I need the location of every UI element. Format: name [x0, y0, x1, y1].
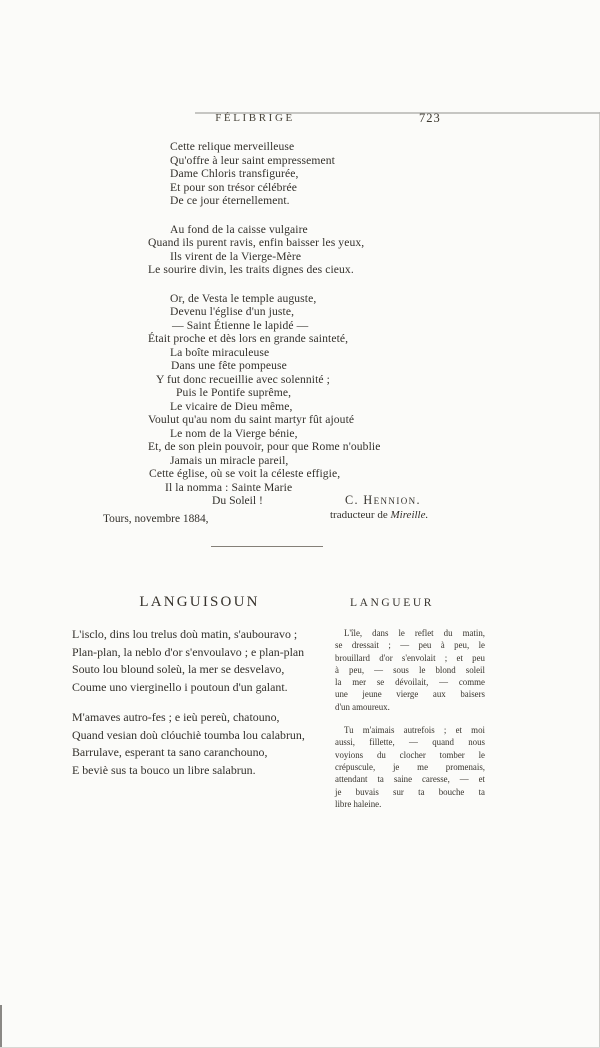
french-paragraph [335, 627, 485, 713]
page-number: 723 [419, 111, 441, 125]
french-line: la mer se dévoilait, — comme [335, 677, 485, 688]
provencal-line: L'isclo, dins lou trelus doù matin, s'aubouravo ; [72, 627, 298, 641]
french-prose [335, 627, 485, 810]
poem-line: Cette église, où se voit la céleste effigie, [149, 467, 341, 480]
poem-line: Dame Chloris transfigurée, [170, 167, 299, 180]
running-title: FÉLIBRIGE [215, 112, 295, 124]
poem-line: Au fond de la caisse vulgaire [170, 222, 308, 236]
provencal-line: Coume uno vierginello i poutoun d'un galant. [72, 679, 288, 694]
provencal-line: Plan-plan, la neblo d'or s'envoulavo ; e plan-plan [72, 644, 305, 659]
poem-line: Devenu l'église d'un juste, [170, 305, 295, 318]
provencal-line: Souto lou blound soleù, la mer se desvelavo, [72, 662, 285, 676]
provencal-poem [72, 626, 327, 779]
poem-line: Le vicaire de Dieu même, [170, 399, 293, 413]
column-provencal [72, 594, 327, 821]
poem-line: Il la nomma : Sainte Marie [165, 480, 293, 494]
provencal-stanza [72, 626, 327, 696]
french-line: brouillard d'or s'envolait ; et peu [335, 652, 485, 663]
poem-line: Cette relique merveilleuse [170, 140, 295, 153]
poem-line: Y fut donc recueillie avec solennité ; [156, 372, 330, 386]
french-paragraph [335, 724, 485, 810]
scanned-book-page [0, 112, 600, 1048]
french-line: libre haleine. [335, 798, 382, 809]
poem-line: Qu'offre à leur saint empressement [170, 153, 335, 167]
poem-line: Puis le Pontife suprême, [176, 386, 292, 399]
poem-line: Et pour son trésor célébrée [170, 180, 297, 194]
poem-line: Était proche et dès lors en grande sainteté, [148, 332, 349, 345]
column-title-provencal: LANGUISOUN [139, 594, 260, 610]
poem-line: Dans une fête pompeuse [171, 359, 287, 372]
french-line: une jeune vierge aux baisers [335, 689, 485, 700]
poem-line: Le sourire divin, les traits dignes des cieux. [148, 263, 354, 276]
provencal-line: E beviè sus ta bouco un libre salabrun. [72, 762, 256, 777]
french-line: à peu, — sous le blond soleil [335, 664, 485, 675]
poem-stanza [148, 140, 600, 208]
french-line: se dressait ; — peu à peu, le [335, 640, 485, 651]
translated-work-title: Mireille. [390, 509, 429, 521]
poem-stanza [148, 292, 600, 495]
dateline: Tours, novembre 1884, [103, 513, 209, 525]
provencal-line: Barrulave, esperant ta sano caranchouno, [72, 745, 268, 759]
poem-line: Et, de son plein pouvoir, pour que Rome n'oublie [148, 440, 381, 453]
poem-line: La boîte miraculeuse [170, 345, 270, 359]
poem-signature-row [0, 494, 600, 508]
french-line: aussi, fillette, — quand nous [335, 737, 485, 748]
poem-line: — Saint Étienne le lapidé — [172, 318, 309, 332]
french-line: crépuscule, je me promenais, [335, 761, 485, 772]
french-line: Tu m'aimais autrefois ; et moi [344, 725, 485, 736]
poem-line: Or, de Vesta le temple auguste, [170, 291, 317, 305]
poem-closing-line: Du Soleil ! [212, 494, 263, 507]
poem-line: Voulut qu'au nom du saint martyr fût ajouté [148, 413, 355, 426]
poem-line: Le nom de la Vierge bénie, [170, 426, 298, 440]
french-line: je buvais sur ta bouche ta [335, 786, 485, 797]
bilingual-section [0, 594, 600, 821]
column-title-french: LANGUEUR [349, 597, 435, 609]
french-line: attendant ta saine caresse, — et [335, 774, 485, 785]
poem-line: Quand ils purent ravis, enfin baisser les yeux, [148, 236, 365, 249]
translator-prefix: traducteur de [330, 509, 391, 521]
french-line: voyions du clocher tomber le [335, 749, 485, 760]
translator-credit [330, 509, 428, 521]
scan-artifact-bottom-left [0, 1005, 2, 1047]
poem-line: Ils virent de la Vierge-Mère [170, 249, 302, 263]
author-name: C. Hennion. [345, 493, 421, 507]
french-line: L'île, dans le reflet du matin, [344, 628, 485, 638]
provencal-line: Quand vesian doù clóuchiè toumba lou calabrun, [72, 727, 305, 742]
running-head [0, 112, 600, 128]
french-line: d'un amoureux. [335, 701, 390, 712]
provencal-line: M'amaves autro-fes ; e ieù pereù, chatouno, [72, 710, 280, 724]
poem-stanza [148, 223, 600, 277]
poem-line: De ce jour éternellement. [170, 194, 290, 207]
section-divider-rule [211, 546, 323, 547]
column-french [335, 594, 485, 821]
poem-line: Jamais un miracle pareil, [170, 453, 289, 467]
provencal-stanza [72, 709, 327, 779]
byline-row [0, 509, 600, 527]
poem-french [148, 140, 600, 494]
